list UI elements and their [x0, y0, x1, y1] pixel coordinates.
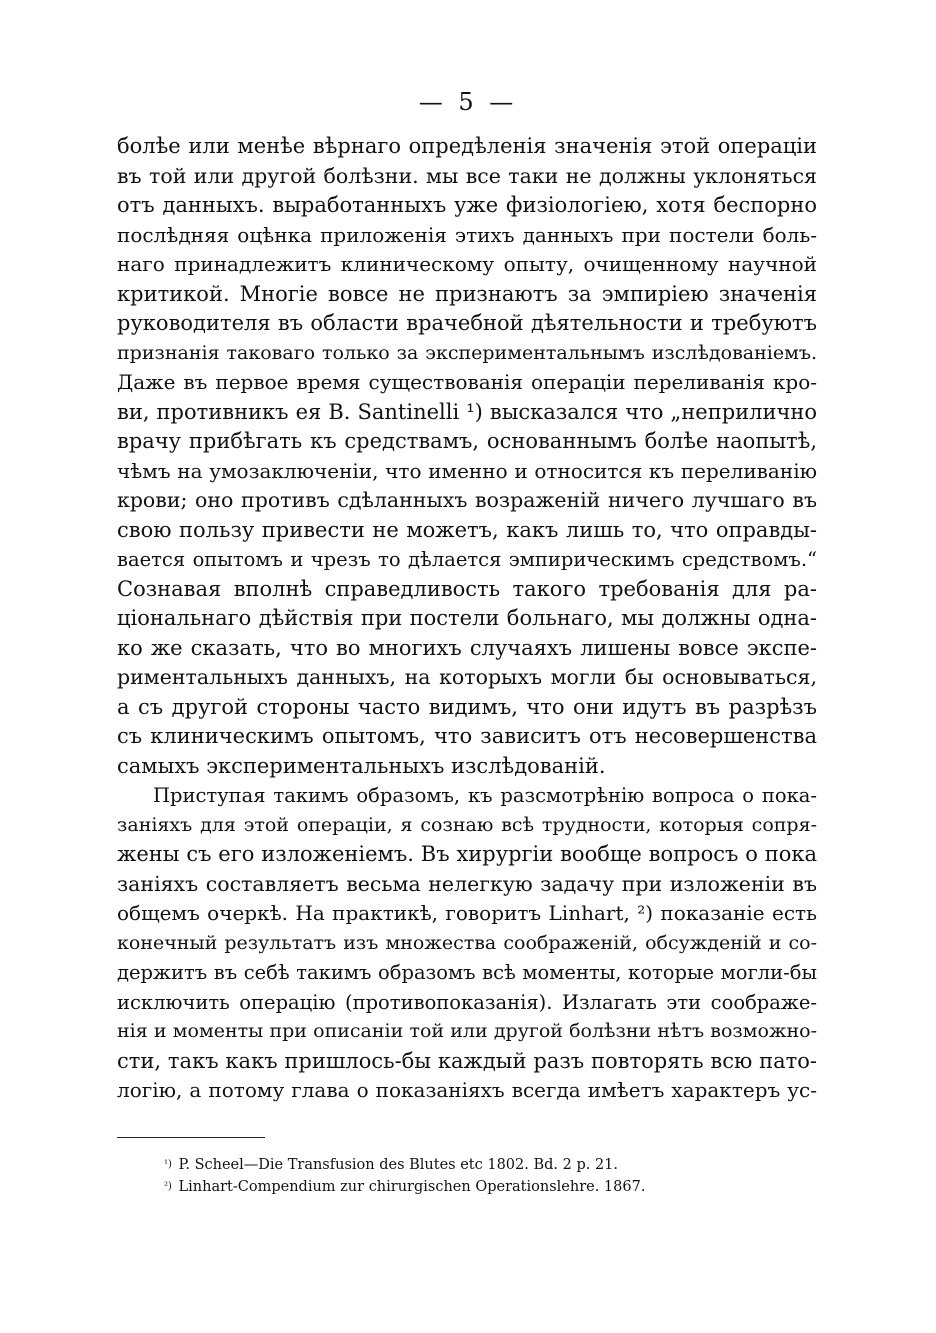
footnote-mark: ¹) [164, 1159, 172, 1170]
text-line: чѣмъ на умозаключеніи, что именно и относится къ переливанію [117, 458, 817, 483]
text-line: ко же сказать, что во многихъ случаяхъ лишены вовсе экспе- [117, 635, 817, 660]
text-line: общемъ очеркѣ. На практикѣ, говоритъ Linhart, ²) показаніе есть [117, 901, 817, 925]
footnote-text: P. Scheel—Die Transfusion des Blutes etc 1802. Bd. 2 p. 21. [178, 1157, 619, 1173]
footnote-mark: ²) [164, 1181, 172, 1192]
text-line: руководителя въ области врачебной дѣятельности и требуютъ [117, 311, 817, 335]
footnote-2 [164, 1176, 764, 1198]
text-line: Приступая такимъ образомъ, къ разсмотрѣнію вопроса о пока- [153, 784, 817, 807]
text-line: вается опытомъ и чрезъ то дѣлается эмпирическимъ средствомъ.“ [117, 548, 817, 571]
text-line: въ той или другой болѣзни. мы все таки не должны уклоняться [117, 163, 817, 188]
body-text [117, 132, 817, 1106]
text-line: заніяхъ для этой операціи, я сознаю всѣ трудности, которыя сопря- [117, 813, 817, 836]
text-line: а съ другой стороны часто видимъ, что они идутъ въ разрѣзъ [117, 694, 817, 719]
text-line: отъ данныхъ. выработанныхъ уже физіологіею, хотя беспорно [117, 193, 817, 217]
text-line: логію, а потому глава о показаніяхъ всегда имѣетъ характеръ ус- [117, 1078, 817, 1102]
text-line: заніяхъ составляетъ весьма нелегкую задачу при изложеніи въ [117, 871, 817, 896]
text-line: болѣе или менѣе вѣрнаго опредѣленія значенія этой операціи [117, 134, 817, 158]
footnote-1 [164, 1154, 764, 1176]
text-line: держитъ въ себѣ такимъ образомъ всѣ моменты, которые могли-бы [117, 961, 817, 984]
text-line: ціональнаго дѣйствія при постели больнаго, мы должны одна- [117, 606, 817, 630]
text-line: сти, такъ какъ пришлось-бы каждый разъ повторять всю пато- [117, 1048, 817, 1073]
page-number: — 5 — [418, 88, 518, 116]
text-line: исключить операцію (противопоказанія). Излагать эти соображе- [117, 990, 817, 1014]
footnotes [164, 1154, 764, 1198]
text-line: свою пользу привести не можетъ, какъ лишь то, что оправды- [117, 517, 817, 542]
text-line: признанія таковаго только за экспериментальнымъ изслѣдованіемъ. [117, 341, 817, 364]
footnote-text: Linhart-Compendium zur chirurgischen Operationslehre. 1867. [178, 1179, 646, 1195]
text-line: ви, противникъ ея B. Santinelli ¹) высказался что „неприлично [117, 399, 817, 424]
text-line: послѣдняя оцѣнка приложенія этихъ данныхъ при постели боль- [117, 222, 817, 247]
text-line: критикой. Многіе вовсе не признаютъ за эмпиріею значенія [117, 281, 817, 306]
text-line: Сознавая вполнѣ справедливость такого требованія для ра- [117, 576, 817, 601]
text-line: крови; оно противъ сдѣланныхъ возраженій ничего лучшаго въ [117, 488, 817, 512]
text-line: нія и моменты при описаніи той или другой болѣзни нѣтъ возможно- [117, 1020, 817, 1042]
footnote-divider [117, 1137, 265, 1138]
text-line: жены съ его изложеніемъ. Въ хирургіи вообще вопросъ о пока [117, 842, 817, 866]
text-line: врачу прибѣгать къ средствамъ, основаннымъ болѣе наопытѣ, [117, 429, 817, 453]
text-line: риментальныхъ данныхъ, на которыхъ могли бы основываться, [117, 665, 817, 689]
text-line: Даже въ первое время существованія операціи переливанія кро- [117, 370, 817, 394]
text-line: конечный результатъ изъ множества соображеній, обсужденій и со- [117, 931, 817, 954]
text-line: съ клиническимъ опытомъ, что зависитъ отъ несовершенства [117, 724, 817, 748]
text-line: самыхъ экспериментальныхъ изслѣдованій. [117, 753, 606, 778]
text-line: наго принадлежитъ клиническому опыту, очищенному научной [117, 252, 817, 276]
